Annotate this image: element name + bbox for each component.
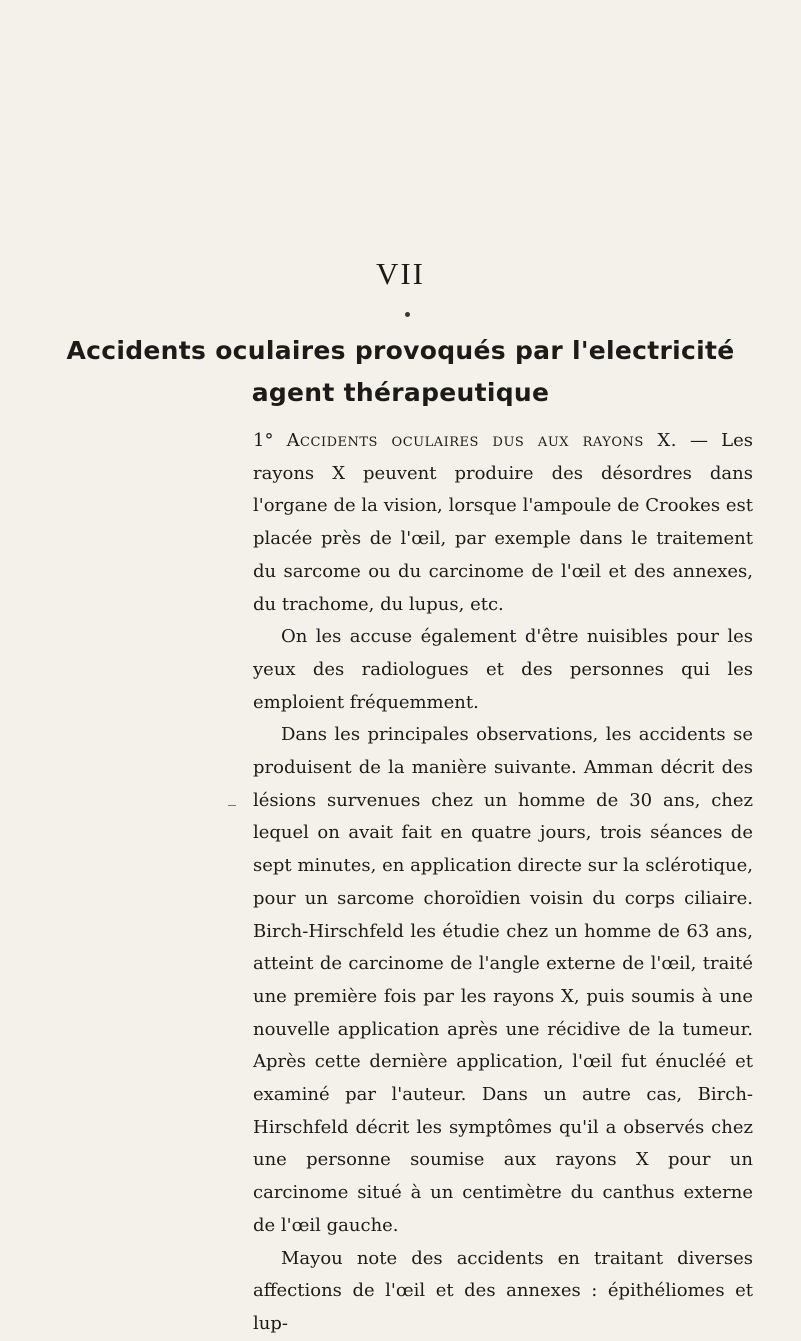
- margin-mark: [228, 805, 236, 806]
- paragraph-2: On les accuse également d'être nuisibles pour les yeux des radiologues et des personnes qui les emploient fréquemment.: [253, 626, 753, 713]
- chapter-number: VII: [375, 256, 426, 291]
- section-number: 1°: [253, 430, 274, 451]
- paragraph-4: Mayou note des accidents en traitant diverses affections de l'œil et des annexes : épithéliomes et lup-: [253, 1247, 753, 1334]
- body-text: [253, 425, 753, 1341]
- chapter-title-line-1: Accidents oculaires provoqués par l'electricité: [66, 336, 735, 365]
- chapter-title-line-2: agent thérapeutique: [251, 378, 550, 407]
- paragraph-1-text: Les rayons X peuvent produire des désordres dans l'organe de la vision, lorsque l'ampoule de Crookes est placée près de l'œil, par exemple dans le traitement du sarcome ou du carcinome de l'œil et des annexes, du trachome, du lupus, etc.: [253, 430, 753, 615]
- paragraph-3: Dans les principales observations, les accidents se produisent de la manière suivante. Amman décrit des lésions survenues chez un homme de 30 ans, chez lequel on avait fait en quatre jours, trois séances de sept minutes, en application directe sur la sclérotique, pour un sarcome choroïdien voisin du corps ciliaire. Birch-Hirschfeld les étudie chez un homme de 63 ans, atteint de carcinome de l'angle externe de l'œil, traité une première fois par les rayons X, puis soumis à une nouvelle application après une récidive de la tumeur. Après cette dernière application, l'œil fut énucléé et examiné par l'auteur. Dans un autre cas, Birch-Hirschfeld décrit les symptômes qu'il a observés chez une personne soumise aux rayons X pour un carcinome situé à un centimètre du canthus externe de l'œil gauche.: [253, 724, 753, 1236]
- paragraph-1: [253, 425, 753, 621]
- section-heading: Accidents oculaires dus aux rayons X.: [286, 430, 677, 451]
- section-dash: —: [676, 430, 722, 451]
- ornament-dot: [405, 312, 410, 317]
